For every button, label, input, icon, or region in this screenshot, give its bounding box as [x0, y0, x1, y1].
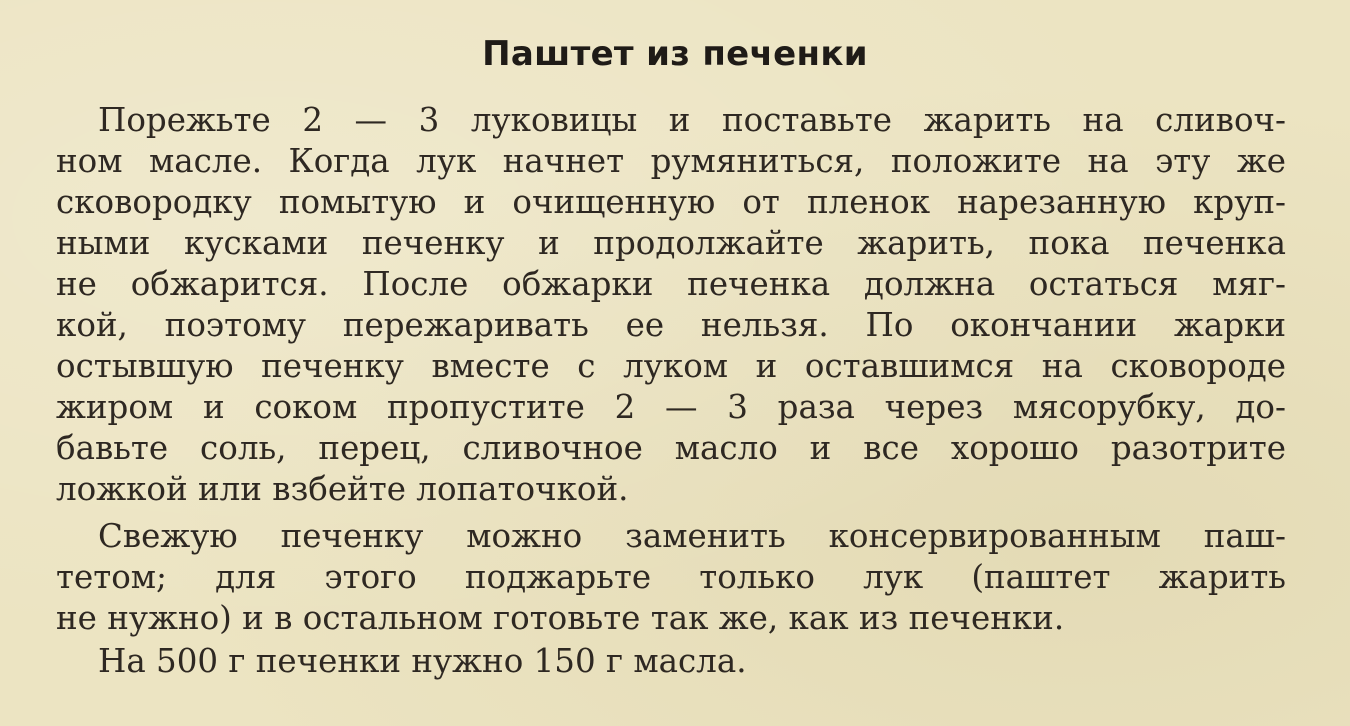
- paragraph-2-line-3: не нужно) и в остальном готовьте так же, как из печенки.: [56, 599, 1065, 637]
- paragraph-1-line-4: ными кусками печенку и продолжайте жарить, пока печенка: [56, 224, 1286, 262]
- paragraph-1-line-9: бавьте соль, перец, сливочное масло и все хорошо разотрите: [56, 429, 1286, 467]
- paragraph-2-line-1: Свежую печенку можно заменить консервированным паш-: [98, 517, 1286, 555]
- paragraph-2-line-2: тетом; для этого поджарьте только лук (паштет жарить: [56, 558, 1286, 596]
- paragraph-1-line-6: кой, поэтому пережаривать ее нельзя. По окончании жарки: [56, 306, 1286, 344]
- paragraph-1-line-2: ном масле. Когда лук начнет румяниться, положите на эту же: [56, 142, 1286, 180]
- paragraph-1-line-8: жиром и соком пропустите 2 — 3 раза через мясорубку, до-: [56, 388, 1286, 426]
- paragraph-1-line-7: остывшую печенку вместе с луком и оставшимся на сковороде: [56, 347, 1286, 385]
- paragraph-1-line-3: сковородку помытую и очищенную от пленок нарезанную круп-: [56, 183, 1286, 221]
- recipe-title: Паштет из печенки: [482, 34, 868, 74]
- paragraph-1-line-1: Порежьте 2 — 3 луковицы и поставьте жарить на сливоч-: [98, 101, 1286, 139]
- paragraph-3-line-1: На 500 г печенки нужно 150 г масла.: [98, 642, 747, 680]
- paragraph-1-line-5: не обжарится. После обжарки печенка должна остаться мяг-: [56, 265, 1286, 303]
- paragraph-1-line-10: ложкой или взбейте лопаточкой.: [56, 470, 629, 508]
